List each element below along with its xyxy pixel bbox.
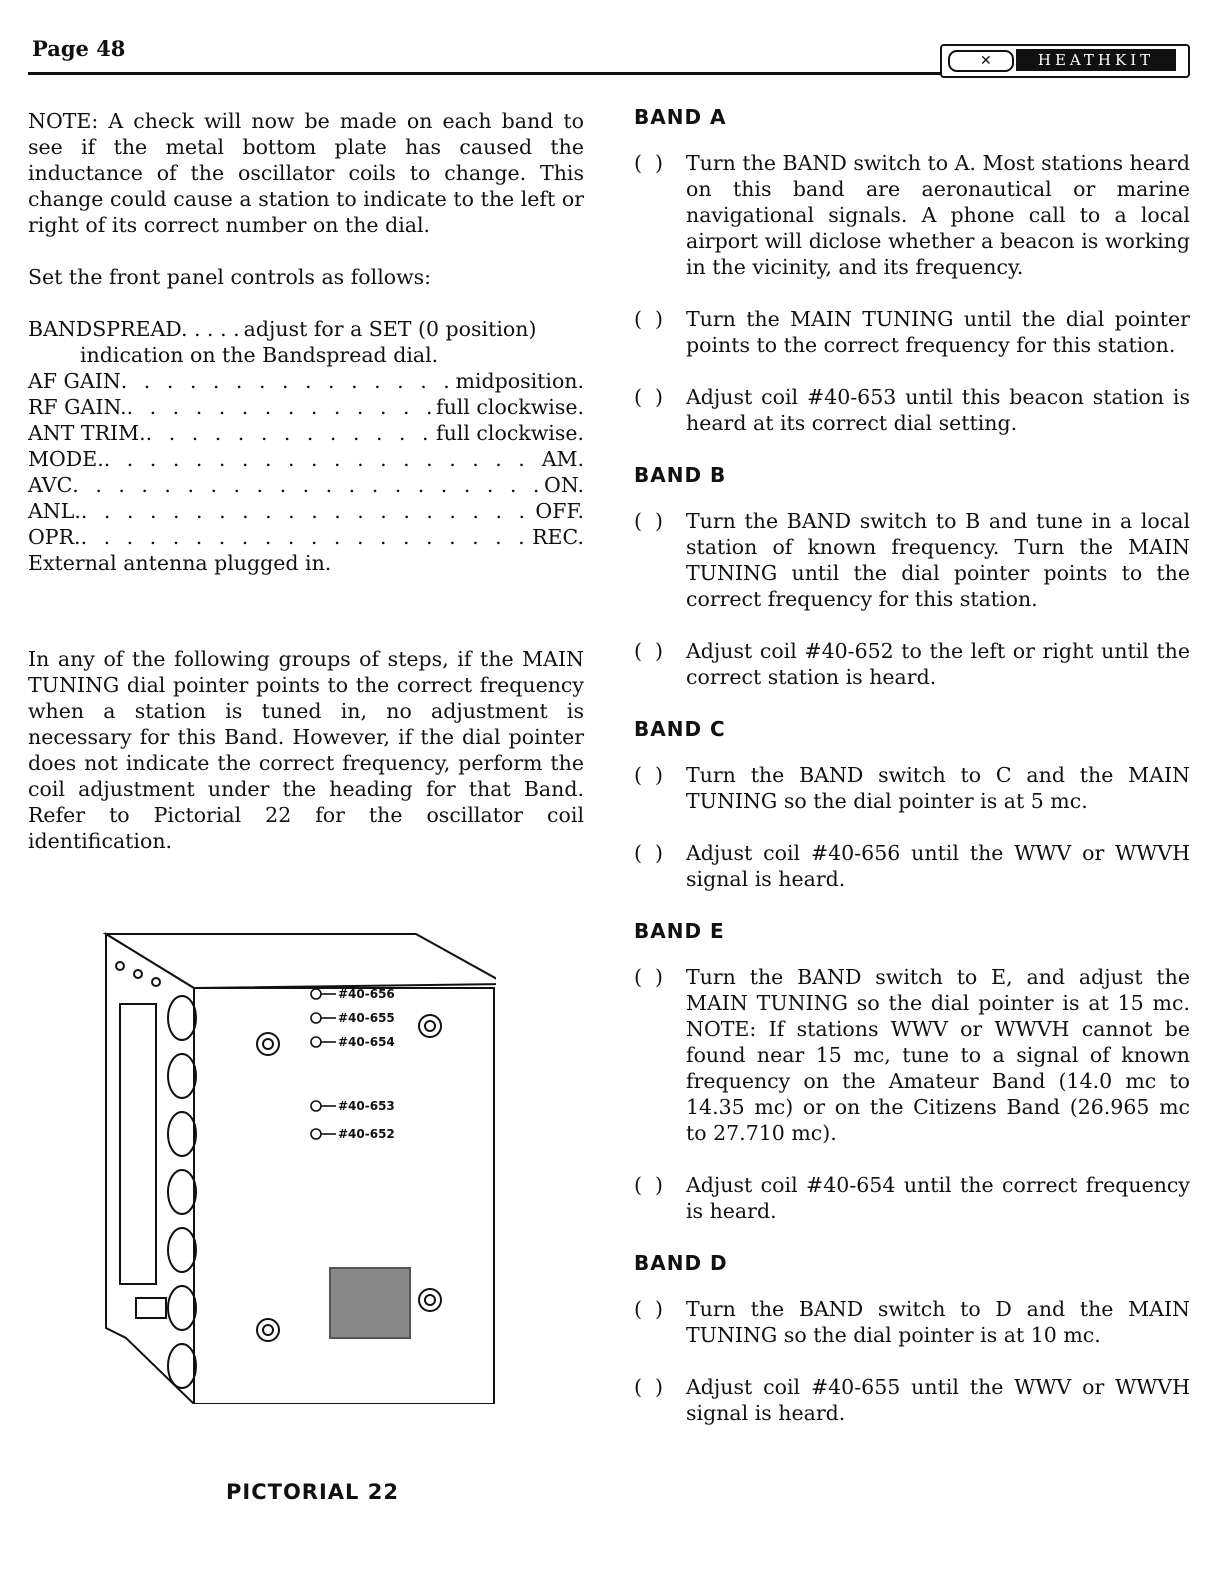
front-dial-window [120, 1004, 156, 1284]
pictorial-caption: PICTORIAL 22 [226, 1480, 399, 1504]
step-checkbox[interactable]: ( ) [634, 307, 664, 331]
coil-markers [311, 989, 336, 1139]
coil-hole-icon [311, 1129, 321, 1139]
coil-hole-icon [311, 1037, 321, 1047]
page-header [28, 30, 1190, 76]
setting-value: full clockwise. [436, 421, 584, 445]
mounting-hole [419, 1289, 441, 1311]
step-checkbox[interactable]: ( ) [634, 151, 664, 175]
setting-value: adjust for a SET (0 position) [243, 317, 537, 341]
band-d-section [634, 1250, 1190, 1426]
coil-label: #40-654 [338, 1035, 395, 1049]
setting-row [28, 420, 584, 446]
step-item [634, 1296, 1190, 1348]
setting-label: AF GAIN [28, 369, 121, 393]
external-antenna-note: External antenna plugged in. [28, 551, 332, 575]
leader-dots [72, 472, 544, 498]
band-b-section [634, 462, 1190, 690]
heathkit-logo [940, 44, 1190, 78]
step-text: Turn the BAND switch to E, and adjust the MAIN TUNING so the dial pointer is at 15 mc. NOTE: If stations WWV or WWVH cannot be found near 15 mc, tune to a signal of known frequency on the Amateur Band (14.0 mc to 14.35 mc) or on the Citizens Band (26.965 mc to 27.710 mc). [686, 965, 1190, 1145]
step-checkbox[interactable]: ( ) [634, 509, 664, 533]
bandspread-continuation: indication on the Bandspread dial. [80, 343, 439, 367]
step-checkbox[interactable]: ( ) [634, 639, 664, 663]
instructions-paragraph: In any of the following groups of steps, if the MAIN TUNING dial pointer points to the correct frequency when a station is tuned in, no adjustment is necessary for this Band. However, if the dial pointer does not indicate the correct frequency, perform the coil adjustment under the heading for that Band. Refer to Pictorial 22 for the oscillator coil identification. [28, 647, 584, 853]
note-paragraph: NOTE: A check will now be made on each band to see if the metal bottom plate has caused the inductance of the oscillator coils to change. This change could cause a station to indicate to the left or right of its correct number on the dial. [28, 109, 584, 237]
front-jack [134, 970, 142, 978]
coil-hole-icon [311, 1101, 321, 1111]
setting-label: MODE. [28, 447, 104, 471]
step-text: Turn the MAIN TUNING until the dial pointer points to the correct frequency for this station. [686, 307, 1190, 357]
step-text: Adjust coil #40-654 until the correct frequency is heard. [686, 1173, 1190, 1223]
band-c-section [634, 716, 1190, 892]
coil-hole-icon [311, 1013, 321, 1023]
leader-dots [146, 420, 436, 446]
band-a-section [634, 104, 1190, 436]
mounting-hole [263, 1325, 273, 1335]
setting-value: AM. [541, 447, 584, 471]
step-text: Turn the BAND switch to D and the MAIN TUNING so the dial pointer is at 10 mc. [686, 1297, 1190, 1347]
mounting-hole [419, 1015, 441, 1037]
coil-label: #40-656 [338, 987, 395, 1001]
logo-badge [948, 50, 1014, 72]
setting-bandspread [28, 316, 584, 342]
step-item [634, 306, 1190, 358]
step-item [634, 1374, 1190, 1426]
setting-label: ANL. [28, 499, 81, 523]
front-knob [168, 1054, 196, 1098]
step-text: Adjust coil #40-655 until the WWV or WWVH signal is heard. [686, 1375, 1190, 1425]
setting-row [28, 394, 584, 420]
step-checkbox[interactable]: ( ) [634, 841, 664, 865]
front-knob [168, 1286, 196, 1330]
coil-hole-icon [311, 989, 321, 999]
mounting-hole [257, 1319, 279, 1341]
step-item [634, 150, 1190, 280]
step-text: Turn the BAND switch to C and the MAIN TUNING so the dial pointer is at 5 mc. [686, 763, 1190, 813]
step-checkbox[interactable]: ( ) [634, 1375, 664, 1399]
step-text: Adjust coil #40-652 to the left or right until the correct station is heard. [686, 639, 1190, 689]
setting-label: ANT TRIM. [28, 421, 146, 445]
leader-dots [127, 394, 436, 420]
mounting-hole [425, 1021, 435, 1031]
step-text: Turn the BAND switch to A. Most stations heard on this band are aeronautical or marine navigational signals. A phone call to a local airport will diclose whether a beacon is working in the vicinity, and its frequency. [686, 151, 1190, 279]
front-jack [152, 978, 160, 986]
leader-dots [81, 524, 533, 550]
step-text: Adjust coil #40-653 until this beacon station is heard at its correct dial setting. [686, 385, 1190, 435]
leader-dots [81, 498, 536, 524]
cabinet-side-panel [194, 988, 494, 1404]
logo-text: HEATHKIT [1016, 49, 1176, 71]
step-checkbox[interactable]: ( ) [634, 965, 664, 989]
step-checkbox[interactable]: ( ) [634, 1297, 664, 1321]
right-column [634, 104, 1190, 1452]
setting-row [28, 498, 584, 524]
step-text: Turn the BAND switch to B and tune in a local station of known frequency. Turn the MAIN TUNING until the dial pointer points to the correct frequency for this station. [686, 509, 1190, 611]
speaker-grille [330, 1268, 410, 1338]
front-jack [116, 962, 124, 970]
setting-value: midposition. [455, 369, 584, 393]
left-column [28, 108, 584, 854]
step-item [634, 384, 1190, 436]
band-heading: BAND E [634, 919, 725, 943]
setting-row [28, 524, 584, 550]
setting-row [28, 472, 584, 498]
step-item [634, 638, 1190, 690]
pictorial-22-diagram [96, 928, 496, 1404]
front-knob [168, 1344, 196, 1388]
step-checkbox[interactable]: ( ) [634, 1173, 664, 1197]
logo-mark-icon: ✕ [980, 53, 992, 69]
coil-label: #40-652 [338, 1127, 395, 1141]
step-item [634, 964, 1190, 1146]
step-checkbox[interactable]: ( ) [634, 385, 664, 409]
setting-label: AVC [28, 473, 73, 497]
setting-label: RF GAIN. [28, 395, 127, 419]
setting-row [28, 368, 584, 394]
setting-value: full clockwise. [436, 395, 584, 419]
front-knob [168, 1112, 196, 1156]
setting-label: BANDSPREAD. . . . . [28, 317, 240, 341]
setting-label: OPR. [28, 525, 81, 549]
leader-dots [104, 446, 542, 472]
page-number: Page 48 [32, 36, 126, 61]
band-heading: BAND C [634, 717, 726, 741]
band-heading: BAND A [634, 105, 727, 129]
front-knob [168, 1228, 196, 1272]
mounting-hole [425, 1295, 435, 1305]
step-item [634, 762, 1190, 814]
setting-row [28, 446, 584, 472]
front-knob [168, 996, 196, 1040]
band-e-section [634, 918, 1190, 1224]
coil-label: #40-653 [338, 1099, 395, 1113]
step-text: Adjust coil #40-656 until the WWV or WWVH signal is heard. [686, 841, 1190, 891]
setting-value: ON. [544, 473, 584, 497]
cabinet-top [106, 934, 496, 988]
step-item [634, 840, 1190, 892]
set-intro: Set the front panel controls as follows: [28, 265, 432, 289]
mounting-hole [257, 1033, 279, 1055]
band-heading: BAND B [634, 463, 727, 487]
front-knob [168, 1170, 196, 1214]
step-item [634, 1172, 1190, 1224]
mounting-hole [263, 1039, 273, 1049]
step-item [634, 508, 1190, 612]
setting-value: REC. [532, 525, 584, 549]
band-heading: BAND D [634, 1251, 728, 1275]
leader-dots [121, 368, 456, 394]
front-meter [136, 1298, 166, 1318]
step-checkbox[interactable]: ( ) [634, 763, 664, 787]
setting-value: OFF. [535, 499, 584, 523]
coil-label: #40-655 [338, 1011, 395, 1025]
